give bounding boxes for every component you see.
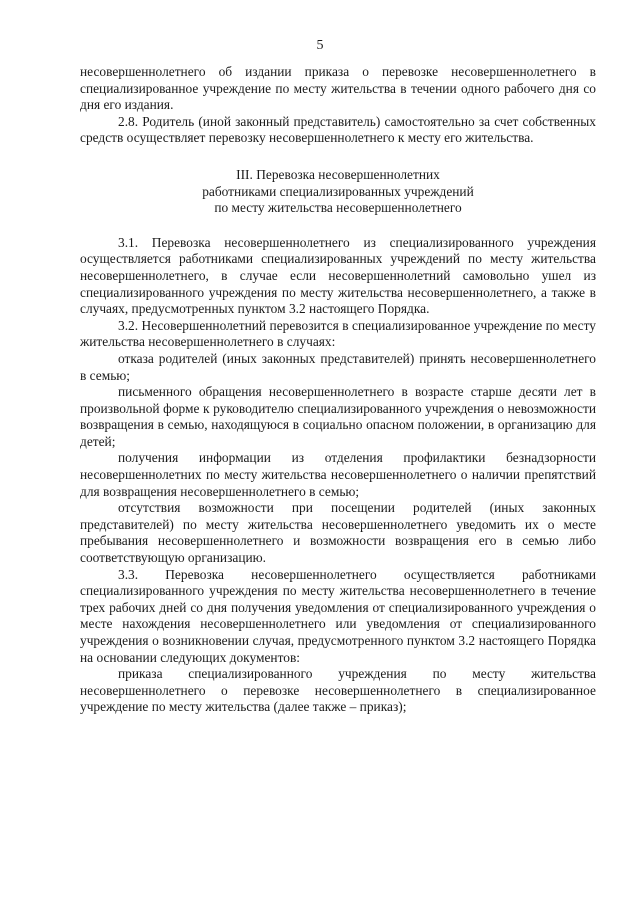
paragraph-2-8: 2.8. Родитель (иной законный представитель) самостоятельно за счет собственных средств осуществляет перевозку несовершеннолетнего к месту его жительства. — [80, 113, 596, 146]
case-item: письменного обращения несовершеннолетнего в возрасте старше десяти лет в произвольной форме к руководителю специализированного учреждения о невозможности возвращения в семью, находящуюся в социально опасном положении, в организацию для детей; — [80, 384, 596, 449]
section-heading-line: по месту жительства несовершеннолетнего — [214, 200, 462, 216]
section-heading-line: работниками специализированных учреждений — [202, 183, 474, 199]
section-heading-line: III. Перевозка несовершеннолетних — [236, 166, 440, 182]
document-body — [80, 64, 596, 716]
paragraph-3-2: 3.2. Несовершеннолетний перевозится в специализированное учреждение по месту жительства несовершеннолетнего в случаях: — [80, 317, 596, 350]
case-item: получения информации из отделения профилактики безнадзорности несовершеннолетних по месту жительства несовершеннолетнего о наличии препятствий для возвращения несовершеннолетнего в семью; — [80, 450, 596, 499]
page-number: 5 — [316, 38, 324, 53]
document-item: приказа специализированного учреждения по месту жительства несовершеннолетнего о перевозке несовершеннолетнего в специализированное учреждение по месту жительства (далее также – приказ); — [80, 666, 596, 715]
paragraph-continuation: несовершеннолетнего об издании приказа о перевозке несовершеннолетнего в специализированное учреждение по месту жительства в течении одного рабочего дня со дня его издания. — [80, 64, 596, 113]
case-item: отсутствия возможности при посещении родителей (иных законных представителей) по месту жительства несовершеннолетнего уведомить их о месте пребывания несовершеннолетнего и возможности возвращения его в семью либо соответствующую организацию. — [80, 500, 596, 566]
paragraph-3-3: 3.3. Перевозка несовершеннолетнего осуществляется работниками специализированного учреждения по месту жительства несовершеннолетнего в течение трех рабочих дней со дня получения уведомления от специализированного учреждения о месте нахождения несовершеннолетнего или уведомления от специализированного учреждения о возникновении случая, предусмотренного пунктом 3.2 настоящего Порядка на основании следующих документов: — [80, 566, 596, 665]
case-item: отказа родителей (иных законных представителей) принять несовершеннолетнего в семью; — [80, 350, 596, 383]
paragraph-3-1: 3.1. Перевозка несовершеннолетнего из специализированного учреждения осуществляется работниками специализированных учреждений по месту жительства несовершеннолетнего, в случае если несовершеннолетний самовольно ушел из специализированного учреждения по месту жительства несовершеннолетнего, а также в случаях, предусмотренных пунктом 3.2 настоящего Порядка. — [80, 234, 596, 317]
section-heading — [80, 167, 596, 217]
